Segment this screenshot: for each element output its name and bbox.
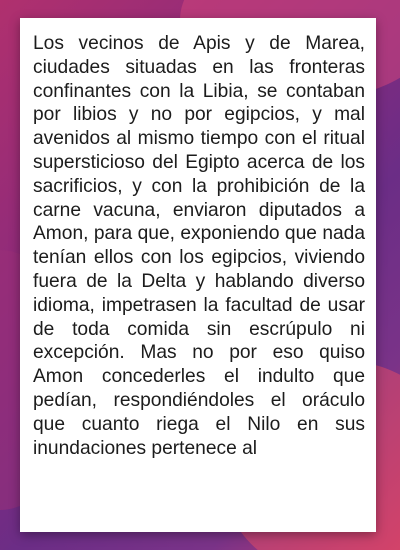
text-card (20, 18, 376, 532)
body-text: Los vecinos de Apis y de Marea, ciudades situadas en las fronteras confinantes con la Libia, se contaban por libios y no por egipcios, y mal avenidos al mismo tiempo con el ritual supersticioso del Egipto acerca de los sacrificios, y con la prohibición de la carne vacuna, enviaron diputados a Amon, para que, exponiendo que nada tenían ellos con los egipcios, viviendo fuera de la Delta y hablando diverso idioma, impetrasen la facultad de usar de toda comida sin escrúpulo ni excepción. Mas no por eso quiso Amon concederles el indulto que pedían, respondiéndoles el oráculo que cuanto riega el Nilo en sus inundaciones pertenece al (33, 33, 365, 459)
